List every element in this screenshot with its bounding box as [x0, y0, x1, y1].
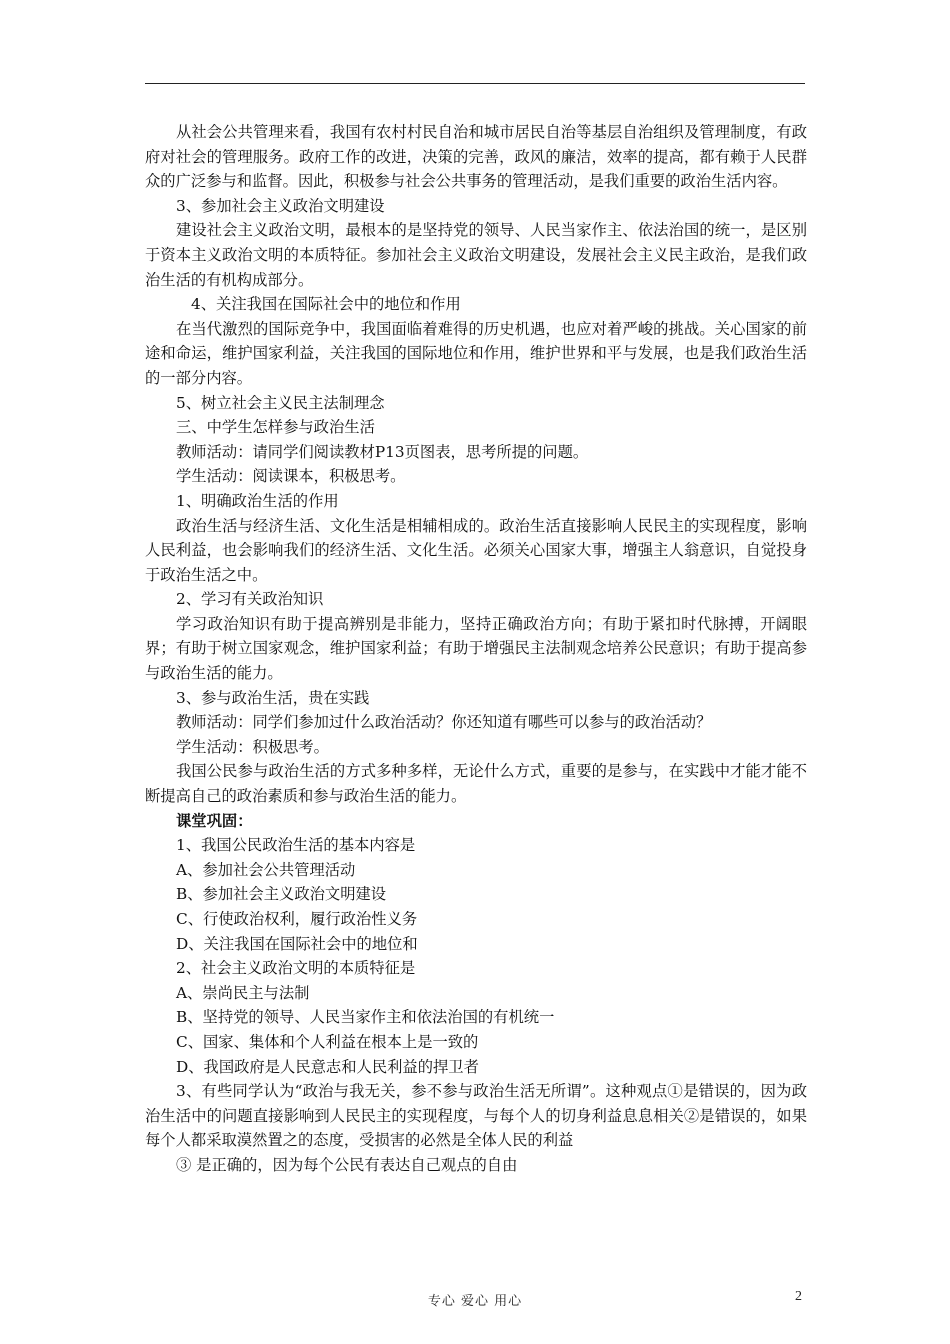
student-activity-1: 学生活动：阅读课本，积极思考。 — [176, 467, 406, 486]
heading-role-of-politics: 1、明确政治生活的作用 — [176, 491, 339, 510]
paragraph-practice: 我国公民参与政治生活的方式多种多样，无论什么方式，重要的是参与，在实践中才能才能不断提高自己的政治素质和参与政治生活的能力。 — [145, 762, 807, 806]
question-1-option-c: C、行使政治权利，履行政治性义务 — [176, 910, 418, 928]
heading-political-civilization: 3、参加社会主义政治文明建设 — [176, 196, 385, 215]
question-1: 1、我国公民政治生活的基本内容是 — [176, 836, 416, 855]
question-2-option-a: A、崇尚民主与法制 — [176, 983, 310, 1002]
exercise-title: 课堂巩固： — [176, 811, 253, 830]
student-activity-2: 学生活动：积极思考。 — [176, 737, 329, 756]
question-1-option-d: D、关注我国在国际社会中的地位和 — [176, 934, 418, 953]
question-1-option-b: B、参加社会主义政治文明建设 — [176, 885, 387, 904]
question-2-option-d: D、我国政府是人民意志和人民利益的捍卫者 — [176, 1057, 479, 1076]
question-2-option-b: B、坚持党的领导、人民当家作主和依法治国的有机统一 — [176, 1008, 555, 1027]
page-number: 2 — [795, 1289, 802, 1304]
footer-slogan: 专心 爱心 用心 — [427, 1294, 523, 1309]
header-rule — [145, 83, 805, 84]
teacher-activity-1: 教师活动：请同学们阅读教材P13页图表，思考所提的问题。 — [176, 442, 589, 461]
teacher-activity-2: 教师活动：同学们参加过什么政治活动？你还知道有哪些可以参与的政治活动？ — [176, 713, 712, 732]
question-2: 2、社会主义政治文明的本质特征是 — [176, 959, 416, 978]
section-heading-participation: 三、中学生怎样参与政治生活 — [176, 418, 375, 437]
paragraph-international-status: 在当代激烈的国际竞争中，我国面临着难得的历史机遇，也应对着严峻的挑战。关心国家的前途和命运，维护国家利益，关注我国的国际地位和作用，维护世界和平与发展，也是我们政治生活的一部分内容。 — [145, 319, 807, 387]
paragraph-political-civilization: 建设社会主义政治文明，最根本的是坚持党的领导、人民当家作主、依法治国的统一，是区别于资本主义政治文明的本质特征。参加社会主义政治文明建设，发展社会主义民主政治，是我们政治生活的有机构成部分。 — [145, 221, 807, 289]
heading-practice: 3、参与政治生活，贵在实践 — [176, 688, 370, 707]
heading-democracy-concept: 5、树立社会主义民主法制理念 — [176, 393, 385, 412]
question-3: 3、有些同学认为“政治与我无关，参不参与政治生活无所谓”。这种观点①是错误的，因为政治生活中的问题直接影响到人民民主的实现程度，与每个人的切身利益息息相关②是错误的，如果每个人都采取漠然置之的态度，受损害的必然是全体人民的利益 — [145, 1082, 807, 1150]
heading-international-status: 4、关注我国在国际社会中的地位和作用 — [191, 295, 461, 314]
question-1-option-a: A、参加社会公共管理活动 — [176, 860, 356, 879]
question-2-option-c: C、国家、集体和个人利益在根本上是一致的 — [176, 1032, 479, 1051]
document-body — [145, 120, 807, 1178]
paragraph-political-knowledge: 学习政治知识有助于提高辨别是非能力，坚持正确政治方向；有助于紧扣时代脉搏，开阔眼界；有助于树立国家观念，维护国家利益；有助于增强民主法制观念培养公民意识；有助于提高参与政治生活的能力。 — [145, 614, 807, 683]
paragraph-social-management: 从社会公共管理来看，我国有农村村民自治和城市居民自治等基层自治组织及管理制度，有政府对社会的管理服务。政府工作的改进，决策的完善，政风的廉洁，效率的提高，都有赖于人民群众的广泛参与和监督。因此，积极参与社会公共事务的管理活动，是我们重要的政治生活内容。 — [145, 123, 807, 191]
heading-political-knowledge: 2、学习有关政治知识 — [176, 590, 324, 609]
question-3-statement-3: ③ 是正确的，因为每个公民有表达自己观点的自由 — [176, 1155, 518, 1174]
paragraph-role-of-politics: 政治生活与经济生活、文化生活是相辅相成的。政治生活直接影响人民民主的实现程度，影响人民利益，也会影响我们的经济生活、文化生活。必须关心国家大事，增强主人翁意识，自觉投身于政治生活之中。 — [145, 516, 807, 584]
